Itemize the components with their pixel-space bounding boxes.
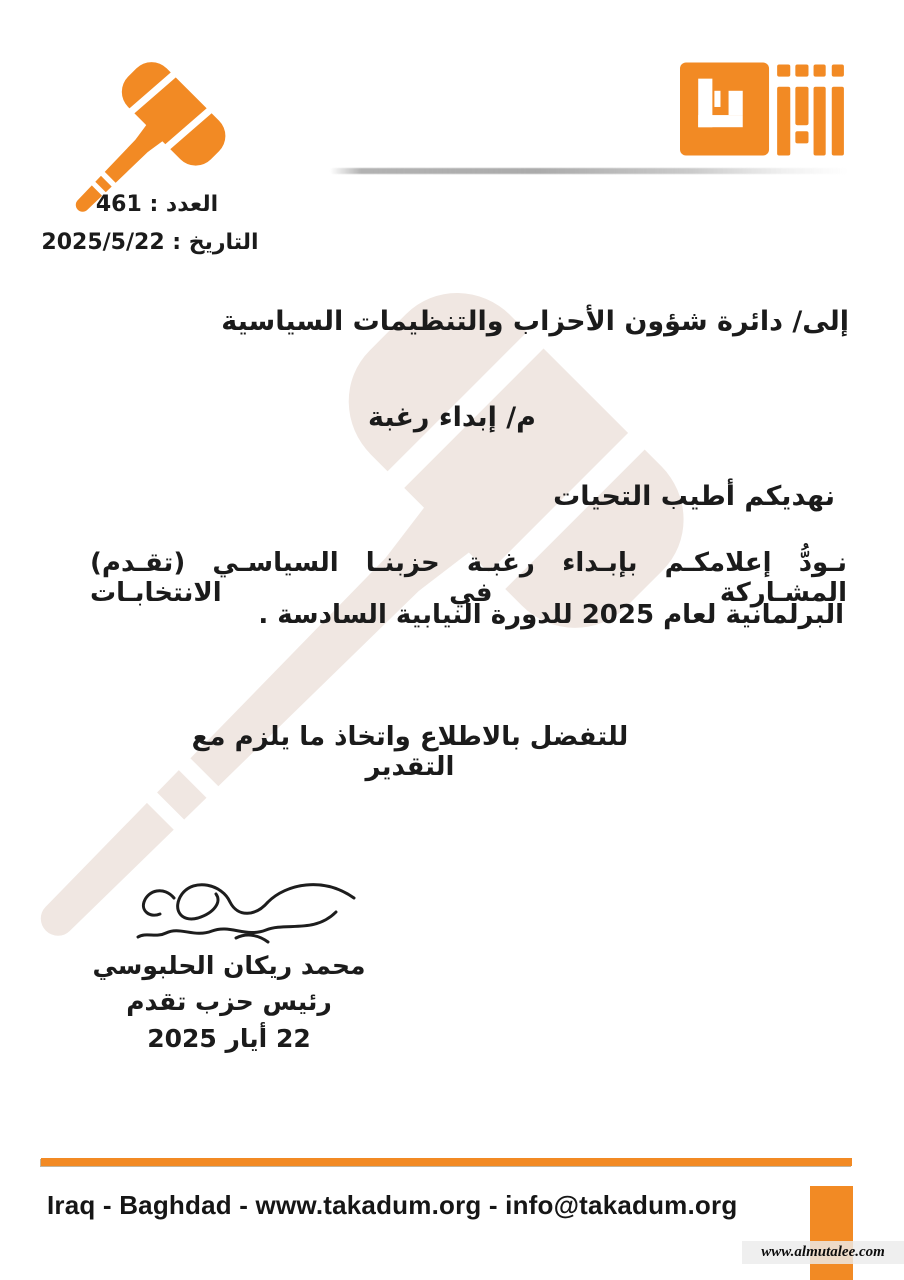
signature-scribble xyxy=(118,868,363,960)
subject-line: م/ إبداء رغبة xyxy=(368,402,536,433)
body-line-1: نـودُّ إعلامكـم بإبـداء رغبـة حزبنـا السياسـي (تقـدم) المشـاركة في الانتخابـات xyxy=(90,548,847,608)
letter-date: التاريخ : 2025/5/22 xyxy=(41,230,259,255)
addressee-line: إلى/ دائرة شؤون الأحزاب والتنظيمات السياسية xyxy=(221,306,849,337)
reference-block xyxy=(30,186,270,262)
greeting-line: نهديكم أطيب التحيات xyxy=(553,481,835,512)
takadum-kufic-logo-icon xyxy=(680,58,852,160)
body-line-2: البرلمانية لعام 2025 للدورة النيابية السادسة . xyxy=(258,600,844,630)
signature-date: 22 أيار 2025 xyxy=(147,1024,311,1053)
signer-title: رئيس حزب تقدم xyxy=(126,987,332,1016)
footer-rule xyxy=(41,1158,852,1166)
site-watermark: www.almutalee.com xyxy=(742,1241,904,1264)
footer-contact: Iraq - Baghdad - www.takadum.org - info@takadum.org xyxy=(47,1190,738,1220)
signer-name: محمد ريكان الحلبوسي xyxy=(92,951,366,980)
letter-number: العدد : 461 xyxy=(95,192,219,217)
footer-side-bar xyxy=(810,1186,853,1280)
header-divider xyxy=(330,168,848,174)
signature-block xyxy=(70,948,388,1058)
closing-line: للتفضل بالاطلاع واتخاذ ما يلزم مع التقدير xyxy=(191,722,629,782)
